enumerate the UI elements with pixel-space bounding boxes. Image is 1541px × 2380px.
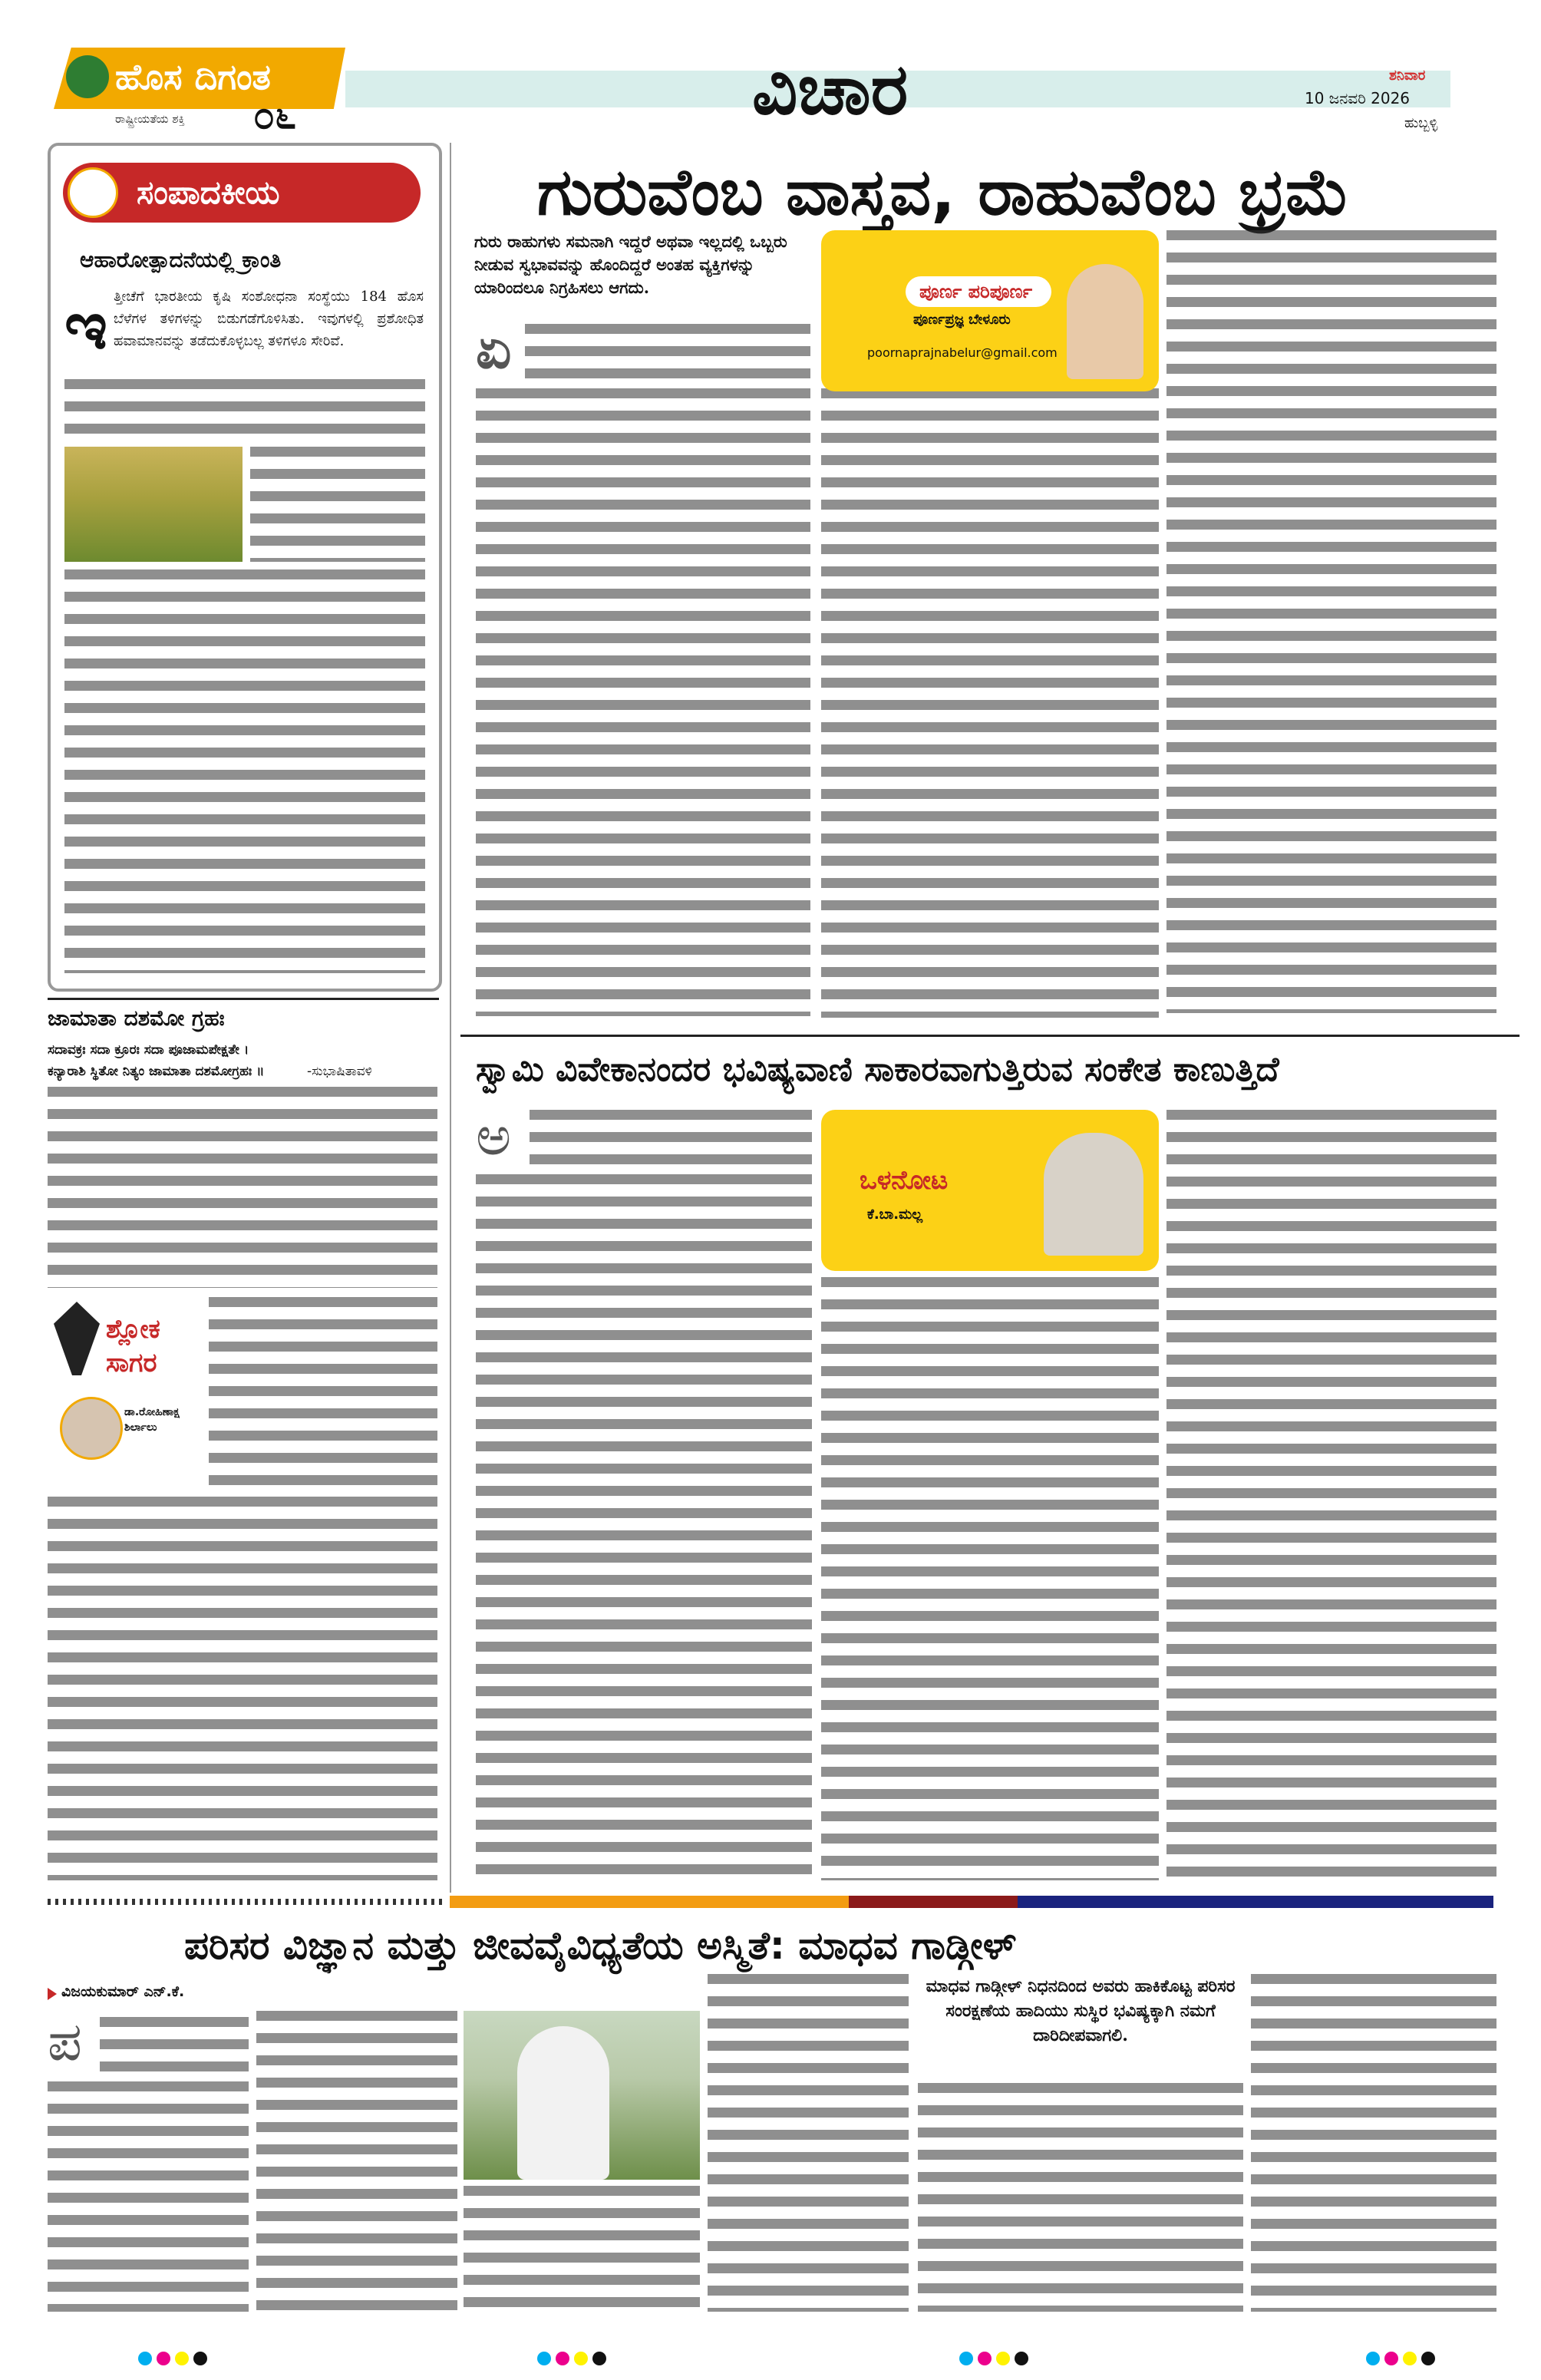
main-col1-text [476,388,810,1016]
jamata-verse2: ಕನ್ಯಾರಾಶಿ ಸ್ಥಿತೋ ನಿತ್ಯಂ ಜಾಮಾತಾ ದಶಮೋಗ್ರಹಃ ॥ [48,1064,265,1079]
main-headline: ಗುರುವೆಂಬ ವಾಸ್ತವ, ರಾಹುವೆಂಬ ಭ್ರಮೆ [537,154,1350,229]
gadgil-col3-text [464,2186,700,2312]
jamata-verse1: ಸದಾವಕ್ರಃ ಸದಾ ಕ್ರೂರಃ ಸದಾ ಪೂಜಾಮಪೇಕ್ಷತೇ । [48,1042,249,1058]
editorial-badge [63,163,421,223]
main-col2-text [821,388,1159,1018]
col-rule-a [450,143,451,1893]
main-col1-lead [525,324,810,382]
editorial-text-continued [64,569,425,973]
viveka-author-box [821,1110,1159,1271]
editorial-headline: ಆಹಾರೋತ್ಪಾದನೆಯಲ್ಲಿ ಕ್ರಾಂತಿ [80,247,282,272]
brand-tagline: ರಾಷ್ಟ್ರೀಯತೆಯ ಶಕ್ತಿ [115,112,185,126]
issue-date: 10 ಜನವರಿ 2026 [1305,89,1411,107]
gadgil-byline-arrow-icon [48,1988,57,2000]
gadgil-dropcap: ಪ [48,2010,82,2073]
gadgil-headline: ಪರಿಸರ ವಿಜ್ಞಾನ ಮತ್ತು ಜೀವವೈವಿಧ್ಯತೆಯ ಅಸ್ಮಿತೆ: ಮಾಧವ ಗಾಡ್ಗೀಳ್ [184,1923,1017,1968]
issue-edition: ಹುಬ್ಬಳ್ಳಿ [1404,115,1438,131]
gadgil-pullquote: ಮಾಧವ ಗಾಡ್ಗೀಳ್ ನಿಧನದಿಂದ ಅವರು ಹಾಕಿಕೊಟ್ಟ ಪರಿಸರ ಸಂರಕ್ಷಣೆಯ ಹಾದಿಯು ಸುಸ್ಥಿರ ಭವಿಷ್ಯಕ್ಕಾಗಿ ನಮಗೆ ದಾರಿದೀಪವಾಗಲಿ. [926,1976,1236,2045]
viveka-author: ಕೆ.ಬಾ.ಮಲ್ಲ [867,1207,923,1223]
page-number: ೦೬ [253,93,296,137]
issue-day: ಶನಿವಾರ [1389,68,1426,84]
section-title: ವಿಚಾರ [752,48,909,130]
quill-icon [54,1302,100,1375]
section-divider-strip [0,1894,1541,1910]
main-standfirst: ಗುರು ರಾಹುಗಳು ಸಮನಾಗಿ ಇದ್ದರೆ ಅಥವಾ ಇಲ್ಲದಲ್ಲಿ ಒಬ್ಬರು ನೀಡುವ ಸ್ವಭಾವವನ್ನು ಹೊಂದಿದ್ದರೆ ಅಂತಹ ವ್ಯಕ್ತಿಗಳನ್ನು ಯಾರಿಂದಲೂ ನಿಗ್ರಹಿಸಲು ಆಗದು. [474,232,787,297]
gadgil-figure [517,2026,609,2180]
main-author-photo [1067,264,1143,379]
jamata-text-wrap [209,1297,437,1489]
gadgil-photo [464,2011,700,2180]
gadgil-col4-text [708,1974,909,2312]
viveka-headline: ಸ್ವಾಮಿ ವಿವೇಕಾನಂದರ ಭವಿಷ್ಯವಾಣಿ ಸಾಕಾರವಾಗುತ್ತಿರುವ ಸಂಕೇತ ಕಾಣುತ್ತಿದೆ [476,1050,1279,1089]
jamata-headline: ಜಾಮಾತಾ ದಶಮೋ ಗ್ರಹಃ [48,1005,225,1031]
editorial-emblem-icon [68,167,118,218]
main-author-box [821,230,1159,391]
gadgil-col1-text [48,2081,249,2312]
wheat-field-image [64,447,243,562]
main-column-name: ಪೂರ್ಣ ಪರಿಪೂರ್ಣ [919,281,1033,302]
editorial-badge-label: ಸಂಪಾದಕೀಯ [137,173,280,211]
gadgil-col2-text [256,2011,457,2312]
editorial-dropcap: ಇ [64,288,107,365]
main-dropcap: ಏ [476,316,512,381]
editorial-text [64,379,425,441]
main-col3-text [1166,230,1496,1013]
brand-emblem-icon [66,55,109,98]
viveka-col3-text [1166,1110,1496,1880]
main-author: ಪೂರ್ಣಪ್ರಜ್ಞ ಬೇಳೂರು [913,312,1011,328]
jamata-text-top [48,1087,437,1288]
viveka-col1-lead [530,1110,812,1168]
jamata-text-bottom [48,1497,437,1880]
editorial-lead: ತ್ತೀಚೆಗೆ ಭಾರತೀಯ ಕೃಷಿ ಸಂಶೋಧನಾ ಸಂಸ್ಥೆಯು 184 ಹೊಸ ಬೆಳೆಗಳ ತಳಿಗಳನ್ನು ಬಿಡುಗಡೆಗೊಳಿಸಿತು. ಇವುಗಳಲ್ಲಿ ಪ್ರಶೋಧಿತ ಹವಾಮಾನವನ್ನು ತಡೆದುಕೊಳ್ಳಬಲ್ಲ ತಳಿಗಳೂ ಸೇರಿವೆ. [114,289,424,349]
shloka-column-name: ಶ್ಲೋಕ ಸಾಗರ [106,1314,160,1378]
viveka-top-rule [460,1035,1520,1037]
shloka-logo [48,1297,201,1489]
gadgil-col6-text [1251,1974,1496,2312]
gadgil-col5-text [918,2083,1243,2312]
brand-name: ಹೊಸ ದಿಗಂತ [115,56,271,97]
jamata-author: ಡಾ.ರೋಹಿಣಾಕ್ಷ ಶಿರ್ಲಾಲು [124,1406,180,1434]
viveka-author-photo [1044,1133,1143,1256]
jamata-author-photo [60,1397,123,1460]
editorial-text-wrap [250,447,425,562]
jamata-verse-source: -ಸುಭಾಷಿತಾವಳಿ [307,1064,372,1079]
viveka-col1-text [476,1174,812,1880]
viveka-col2-text [821,1277,1159,1880]
gadgil-byline: ವಿಜಯಕುಮಾರ್ ಎನ್.ಕೆ. [61,1983,185,2000]
main-author-email[interactable]: poornaprajnabelur@gmail.com [867,345,1058,360]
viveka-dropcap: ಅ [476,1104,512,1167]
gadgil-col1-lead [100,2017,249,2075]
masthead [0,0,1541,138]
jamata-top-rule [48,998,439,1000]
print-registration-marks [0,2347,1541,2370]
viveka-column-name: ಒಳನೋಟ [860,1165,949,1196]
